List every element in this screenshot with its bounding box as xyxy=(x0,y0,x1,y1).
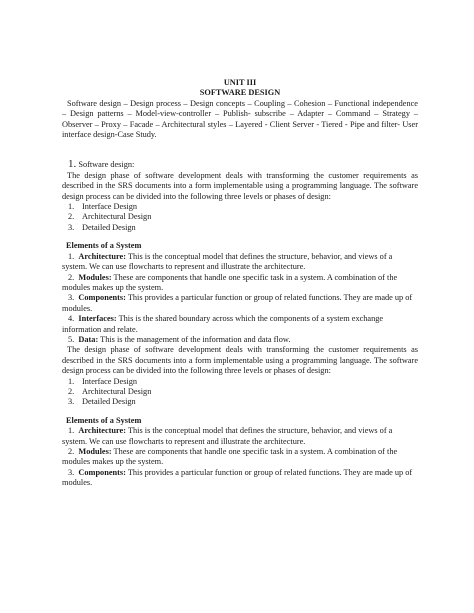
elements-heading: Elements of a System xyxy=(66,241,142,251)
unit-heading: UNIT III xyxy=(223,78,257,87)
list-item: 1. Architecture: This is the conceptual model that defines the structure, behavior, and views of a system. We can use flowcharts to represent and illustrate the architecture. xyxy=(62,426,393,446)
design-levels-list xyxy=(62,202,418,233)
list-item: 1. Architecture: This is the conceptual model that defines the structure, behavior, and views of a system. We can use flowcharts to represent and illustrate the architecture. xyxy=(62,251,393,272)
list-item: 1. Interface Design xyxy=(68,202,138,212)
list-item: 2. Architectural Design xyxy=(68,386,152,396)
list-item: 4. Interfaces: This is the shared boundary across which the components of a system exchange information and relate. xyxy=(62,314,384,334)
list-item: 2. Architectural Design xyxy=(68,212,152,222)
list-item: 3. Components: This provides a particular function or group of related functions. They are made up of modules. xyxy=(62,467,413,488)
document-page xyxy=(62,78,418,489)
page-title: SOFTWARE DESIGN xyxy=(199,88,281,98)
topics-paragraph: Software design – Design process – Design concepts – Coupling – Cohesion – Functional independence – Design patterns – Model-view-controller – Publish- subscribe – Adapter – Command – Strategy – Observer – Proxy – Facade – Architectural styles – Layered - Client Server - Tiered - Pipe and filter- User interface design-Case Study. xyxy=(62,98,418,140)
elements-list-repeat xyxy=(62,426,418,488)
list-item: 2. Modules: These are components that handle one specific task in a system. A combination of the modules makes up the system. xyxy=(62,272,398,292)
list-item: 1. Interface Design xyxy=(68,376,138,386)
elements-list xyxy=(62,252,418,346)
intro-paragraph-repeat: The design phase of software development deals with transforming the customer requirements as described in the SRS documents into a form implementable using a programming language. The software design process can be divided into the following three levels or phases of design: xyxy=(62,345,418,376)
elements-heading-repeat: Elements of a System xyxy=(66,415,142,425)
section-number: 1. xyxy=(68,158,77,171)
design-levels-list-repeat xyxy=(62,377,418,408)
list-item: 5. Data: This is the management of the information and data flow. xyxy=(68,334,291,344)
list-item: 3. Detailed Design xyxy=(68,397,136,407)
list-item: 3. Components: This provides a particular function or group of related functions. They are made up of modules. xyxy=(62,293,413,313)
section-title: Software design: xyxy=(78,160,135,170)
section-heading xyxy=(62,159,418,170)
list-item: 3. Detailed Design xyxy=(68,222,136,232)
list-item: 2. Modules: These are components that handle one specific task in a system. A combination of the modules makes up the system. xyxy=(62,447,398,467)
intro-paragraph: The design phase of software development deals with transforming the customer requirements as described in the SRS documents into a form implementable using a programming language. The software design process can be divided into the following three levels or phases of design: xyxy=(62,170,418,201)
